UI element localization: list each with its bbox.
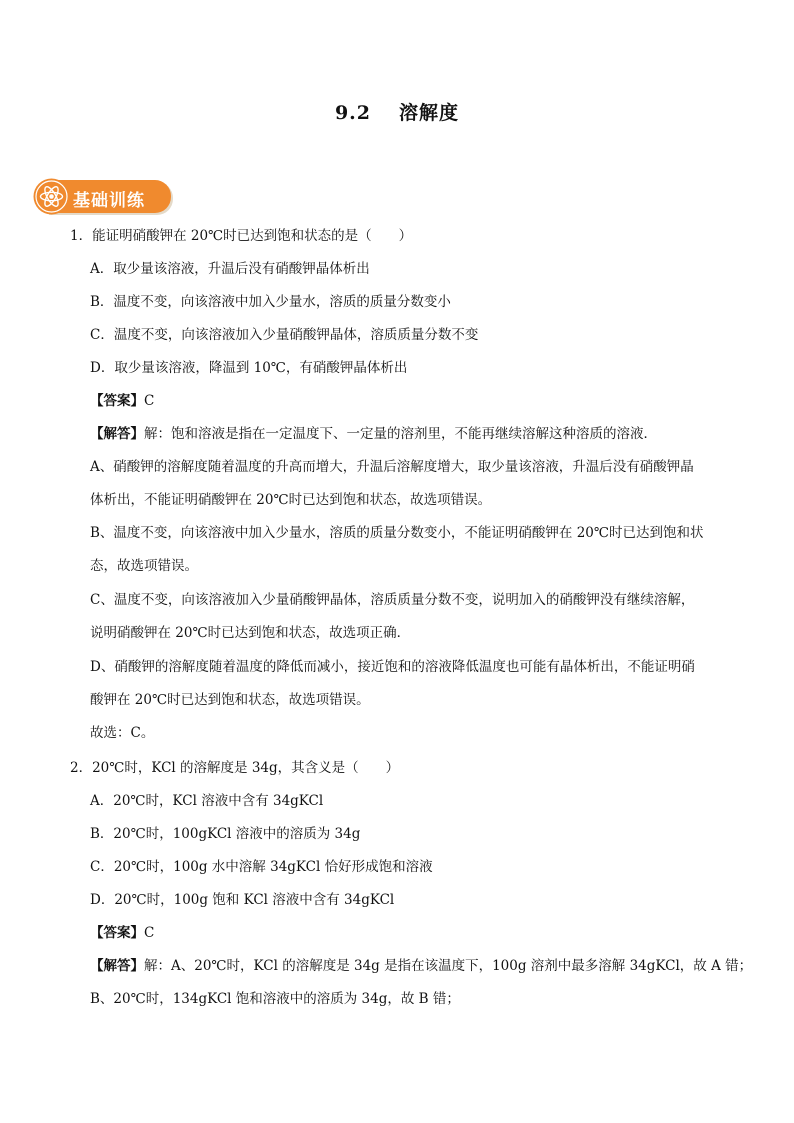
question-2-option-a: A．20℃时，KCl 溶液中含有 34gKCl	[90, 793, 324, 809]
question-1-option-a: A．取少量该溶液，升温后没有硝酸钾晶体析出	[90, 261, 370, 277]
question-1-analysis-line: D、硝酸钾的溶解度随着温度的降低而减小，接近饱和的溶液降低温度也可能有晶体析出，不能证明硝	[90, 659, 695, 675]
analysis-label: 【解答】	[90, 426, 144, 442]
question-1-answer	[90, 393, 154, 409]
section-number: 9.2	[334, 102, 372, 124]
question-1-analysis-line: 态，故选项错误。	[90, 558, 198, 574]
question-1-analysis-line: B、温度不变，向该溶液中加入少量水，溶质的质量分数变小，不能证明硝酸钾在 20℃时已达到饱和状	[90, 525, 704, 541]
question-2-option-c: C．20℃时，100g 水中溶解 34gKCl 恰好形成饱和溶液	[90, 859, 433, 875]
answer-value: C	[144, 393, 155, 409]
question-2-option-b: B．20℃时，100gKCl 溶液中的溶质为 34g	[90, 826, 361, 842]
question-2-answer	[90, 925, 154, 941]
page-title	[0, 98, 794, 125]
analysis-text: 解：饱和溶液是指在一定温度下、一定量的溶剂里，不能再继续溶解这种溶质的溶液．	[144, 426, 657, 442]
atom-icon	[33, 178, 70, 215]
question-1-option-d: D．取少量该溶液，降温到 10℃，有硝酸钾晶体析出	[90, 360, 408, 376]
question-2-option-d: D．20℃时，100g 饱和 KCl 溶液中含有 34gKCl	[90, 892, 395, 908]
analysis-label: 【解答】	[90, 958, 144, 974]
question-1-analysis-line: 酸钾在 20℃时已达到饱和状态，故选项错误。	[90, 692, 370, 708]
question-1-analysis-line: 故选：C。	[90, 725, 155, 741]
question-2-analysis-line	[90, 958, 752, 974]
analysis-text: 解：A、20℃时，KCl 的溶解度是 34g 是指在该温度下，100g 溶剂中最多溶解 34gKCl，故 A 错；	[144, 958, 753, 974]
question-1-analysis-line	[90, 426, 657, 442]
question-1-option-c: C．温度不变，向该溶液加入少量硝酸钾晶体，溶质质量分数不变	[90, 327, 479, 343]
title-text: 溶解度	[399, 102, 460, 124]
answer-value: C	[144, 925, 155, 941]
badge-label: 基础训练	[73, 191, 145, 211]
question-1-option-b: B．温度不变，向该溶液中加入少量水，溶质的质量分数变小	[90, 294, 451, 310]
question-2-analysis-line: B、20℃时，134gKCl 饱和溶液中的溶质为 34g，故 B 错；	[90, 991, 460, 1007]
question-1-analysis-line: 体析出，不能证明硝酸钾在 20℃时已达到饱和状态，故选项错误。	[90, 492, 492, 508]
question-2-stem: 2．20℃时，KCl 的溶解度是 34g，其含义是（ ）	[70, 760, 400, 776]
answer-label: 【答案】	[90, 925, 144, 941]
section-badge	[33, 178, 173, 215]
answer-label: 【答案】	[90, 393, 144, 409]
question-1-analysis-line: 说明硝酸钾在 20℃时已达到饱和状态，故选项正确．	[90, 625, 411, 641]
question-1-analysis-line: C、温度不变，向该溶液加入少量硝酸钾晶体，溶质质量分数不变，说明加入的硝酸钾没有继续溶解，	[90, 592, 695, 608]
question-1-analysis-line: A、硝酸钾的溶解度随着温度的升高而增大，升温后溶解度增大，取少量该溶液，升温后没有硝酸钾晶	[90, 459, 694, 475]
question-1-stem: 1．能证明硝酸钾在 20℃时已达到饱和状态的是（ ）	[70, 228, 413, 244]
